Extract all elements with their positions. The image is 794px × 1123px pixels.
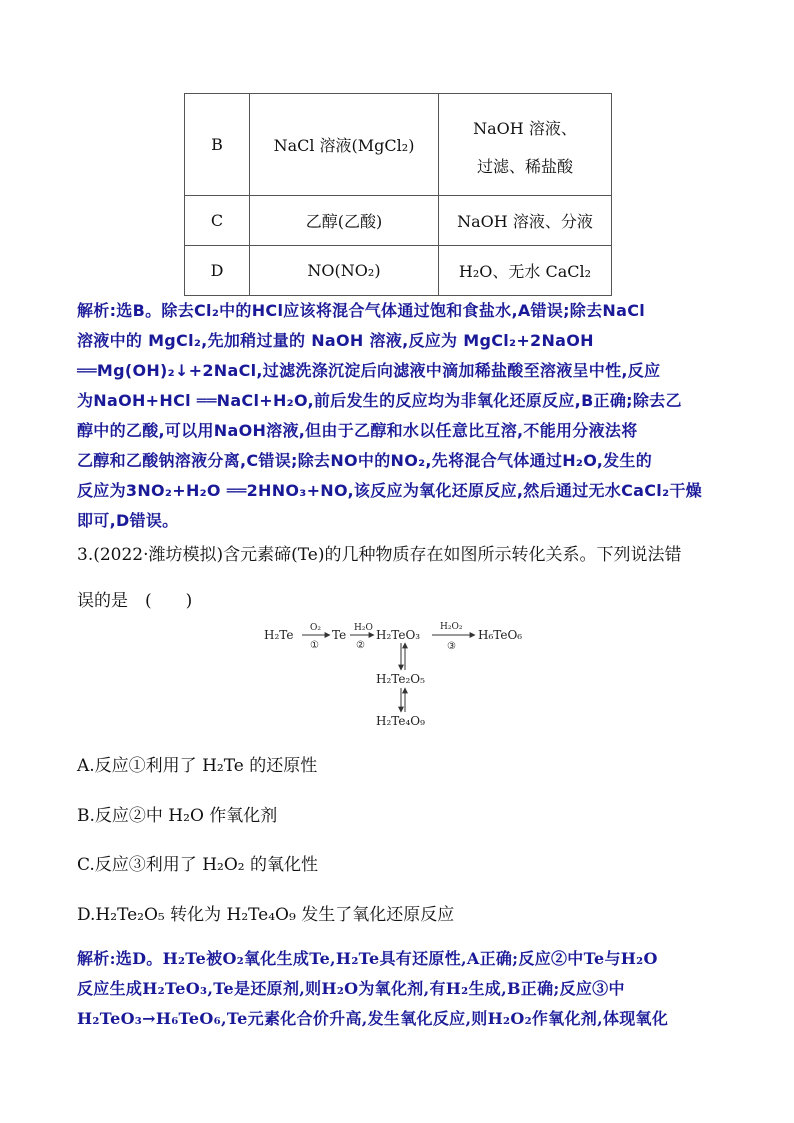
reagent-cell: H₂O、无水 CaCl₂ xyxy=(439,246,612,296)
species-h2te4o9: H₂Te₄O₉ xyxy=(376,714,425,728)
table-row xyxy=(185,246,612,296)
explanation-line: 溶液中的 MgCl₂,先加稍过量的 NaOH 溶液,反应为 MgCl₂+2NaOH xyxy=(77,331,594,350)
reagent-cell: NaOH 溶液、分液 xyxy=(439,196,612,246)
species-h2teo3: H₂TeO₃ xyxy=(376,628,421,642)
row-label: C xyxy=(185,196,250,246)
explanation-line: 反应为3NO₂+H₂O ══2HNO₃+NO,该反应为氧化还原反应,然后通过无水CaCl₂干燥 xyxy=(77,481,702,500)
row-label: D xyxy=(185,246,250,296)
arrow-3-reagent: H₂O₂ xyxy=(440,622,463,632)
question-stem xyxy=(77,538,727,618)
explanation-line: ══Mg(OH)₂↓+2NaCl,过滤洗涤沉淀后向滤液中滴加稀盐酸至溶液呈中性,反应 xyxy=(77,361,661,380)
explanation-1 xyxy=(77,296,727,536)
question-line: 误的是 ( ) xyxy=(77,591,193,611)
substance-cell: NaCl 溶液(MgCl₂) xyxy=(250,94,439,196)
explanation-line: 为NaOH+HCl ══NaCl+H₂O,前后发生的反应均为非氧化还原反应,B正确;除去乙 xyxy=(77,391,682,410)
explanation-line: H₂TeO₃→H₆TeO₆,Te元素化合价升高,发生氧化反应,则H₂O₂作氧化剂,体现氧化 xyxy=(77,1009,669,1028)
substance-cell: NO(NO₂) xyxy=(250,246,439,296)
explanation-line: 解析:选B。除去Cl₂中的HCl应该将混合气体通过饱和食盐水,A错误;除去NaCl xyxy=(77,301,646,320)
option-b: B.反应②中 H₂O 作氧化剂 xyxy=(77,806,278,826)
arrow-1-reagent: O₂ xyxy=(310,623,321,633)
reagent-line: NaOH 溶液、 xyxy=(473,118,577,138)
table-row xyxy=(185,94,612,196)
table-row xyxy=(185,196,612,246)
reagent-line: 过滤、稀盐酸 xyxy=(476,156,573,176)
arrow-1-number: ① xyxy=(310,640,319,651)
option-a: A.反应①利用了 H₂Te 的还原性 xyxy=(77,756,318,776)
explanation-line: 即可,D错误。 xyxy=(77,511,179,530)
reagent-cell xyxy=(439,94,612,196)
option-c: C.反应③利用了 H₂O₂ 的氧化性 xyxy=(77,855,319,875)
arrow-2-reagent: H₂O xyxy=(354,623,373,633)
arrow-3-number: ③ xyxy=(447,641,456,652)
species-h2te: H₂Te xyxy=(264,628,294,642)
species-te: Te xyxy=(332,628,347,642)
species-h2te2o5: H₂Te₂O₅ xyxy=(376,672,425,686)
row-label: B xyxy=(185,94,250,196)
species-h6teo6: H₆TeO₆ xyxy=(478,628,523,642)
explanation-line: 醇中的乙酸,可以用NaOH溶液,但由于乙醇和水以任意比互溶,不能用分液法将 xyxy=(77,421,638,440)
option-d: D.H₂Te₂O₅ 转化为 H₂Te₄O₉ 发生了氧化还原反应 xyxy=(77,905,455,925)
question-line: 3.(2022·潍坊模拟)含元素碲(Te)的几种物质存在如图所示转化关系。下列说法错 xyxy=(77,545,682,565)
explanation-2 xyxy=(77,944,727,1034)
reagent-table xyxy=(184,93,612,296)
explanation-line: 乙醇和乙酸钠溶液分离,C错误;除去NO中的NO₂,先将混合气体通过H₂O,发生的 xyxy=(77,451,653,470)
tellurium-conversion-diagram xyxy=(262,615,542,733)
explanation-line: 反应生成H₂TeO₃,Te是还原剂,则H₂O为氧化剂,有H₂生成,B正确;反应③中 xyxy=(77,979,625,998)
explanation-line: 解析:选D。H₂Te被O₂氧化生成Te,H₂Te具有还原性,A正确;反应②中Te与H₂O xyxy=(77,949,658,968)
substance-cell: 乙醇(乙酸) xyxy=(250,196,439,246)
arrow-2-number: ② xyxy=(356,640,365,651)
